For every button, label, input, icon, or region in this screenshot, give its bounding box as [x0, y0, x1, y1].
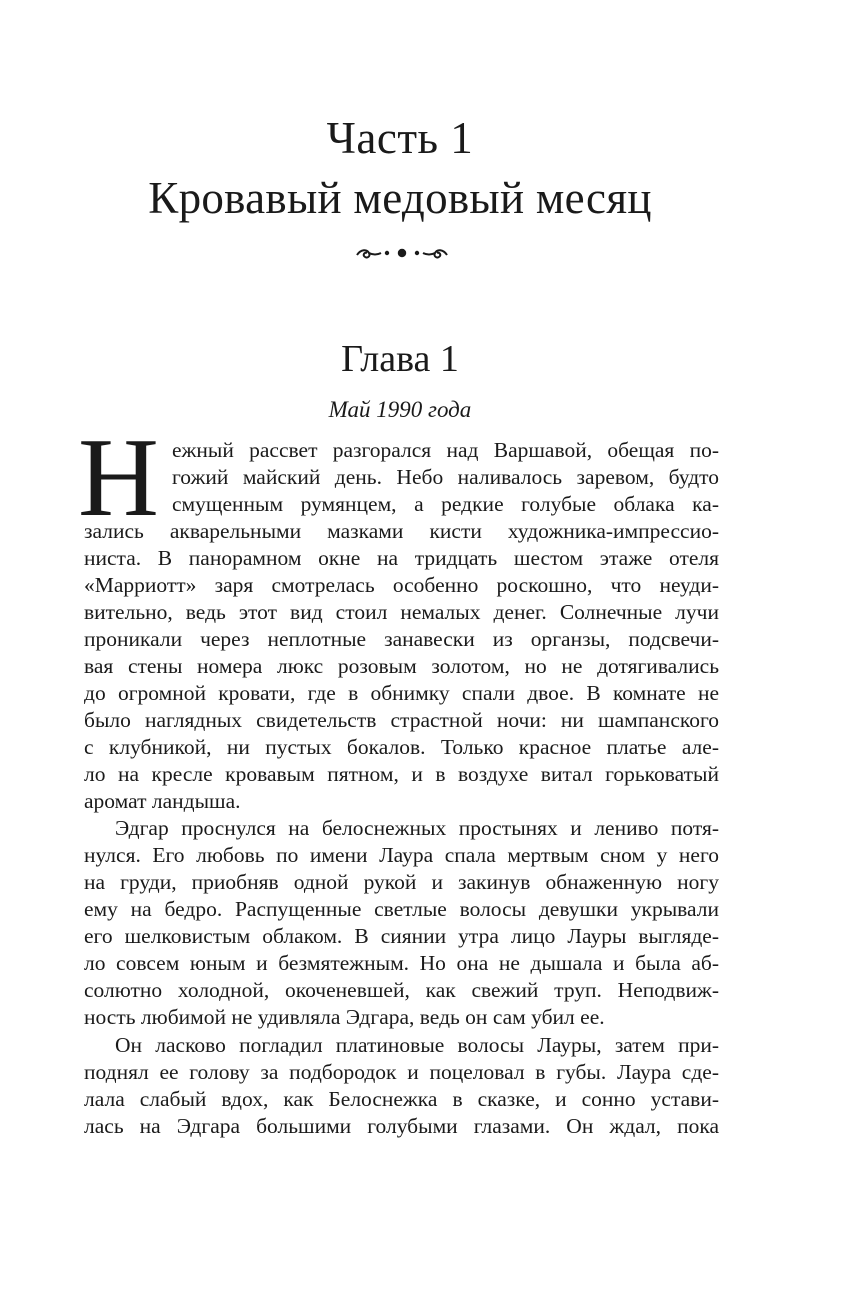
- text-line: «Марриотт» заря смотрелась особенно роскошно, что неуди-: [84, 573, 719, 597]
- chapter-date: Май 1990 года: [328, 397, 472, 422]
- text-line: смущенным румянцем, а редкие голубые облака ка-: [172, 492, 719, 516]
- text-line: вительно, ведь этот вид стоил немалых денег. Солнечные лучи: [84, 600, 719, 624]
- text-line: лала слабый вдох, как Белоснежка в сказке, и сонно устави-: [84, 1087, 719, 1111]
- text-line: проникали через неплотные занавески из органзы, подсвечи-: [84, 627, 719, 651]
- text-line: его шелковистым облаком. В сиянии утра лицо Лауры выгляде-: [84, 924, 719, 948]
- text-line: вая стены номера люкс розовым золотом, но не дотягивались: [84, 654, 719, 678]
- text-line: ежный рассвет разгорался над Варшавой, обещая по-: [172, 438, 719, 462]
- text-line: Эдгар проснулся на белоснежных простынях и лениво потя-: [115, 816, 719, 840]
- text-line: аромат ландыша.: [84, 789, 241, 813]
- text-line: ло на кресле кровавым пятном, и в воздухе витал горьковатый: [84, 762, 719, 786]
- ornament-divider-icon: [355, 243, 449, 263]
- text-line: на груди, приобняв одной рукой и закинув обнаженную ногу: [84, 870, 719, 894]
- part-title: Кровавый медовый месяц: [148, 173, 652, 223]
- text-line: было наглядных свидетельств страстной ночи: ни шампанского: [84, 708, 719, 732]
- text-line: нулся. Его любовь по имени Лаура спала мертвым сном у него: [84, 843, 719, 867]
- text-line: с клубникой, ни пустых бокалов. Только красное платье але-: [84, 735, 719, 759]
- text-line: зались акварельными мазками кисти художника-импрессио-: [84, 519, 719, 543]
- chapter-title: Глава 1: [341, 338, 459, 380]
- text-line: до огромной кровати, где в обнимку спали двое. В комнате не: [84, 681, 719, 705]
- text-line: ниста. В панорамном окне на тридцать шестом этаже отеля: [84, 546, 719, 570]
- text-line: Он ласково погладил платиновые волосы Лауры, затем при-: [115, 1033, 719, 1057]
- text-line: гожий майский день. Небо наливалось заревом, будто: [172, 465, 719, 489]
- text-line: лась на Эдгара большими голубыми глазами. Он ждал, пока: [84, 1114, 719, 1138]
- part-number: Часть 1: [326, 113, 474, 163]
- text-line: ло совсем юным и безмятежным. Но она не дышала и была аб-: [84, 951, 719, 975]
- text-line: солютно холодной, окоченевшей, как свежий труп. Неподвиж-: [84, 978, 719, 1002]
- text-line: ему на бедро. Распущенные светлые волосы девушки укрывали: [84, 897, 719, 921]
- text-line: ность любимой не удивляла Эдгара, ведь он сам убил ее.: [84, 1005, 605, 1029]
- text-line: поднял ее голову за подбородок и поцеловал в губы. Лаура сде-: [84, 1060, 719, 1084]
- drop-cap: Н: [78, 416, 159, 540]
